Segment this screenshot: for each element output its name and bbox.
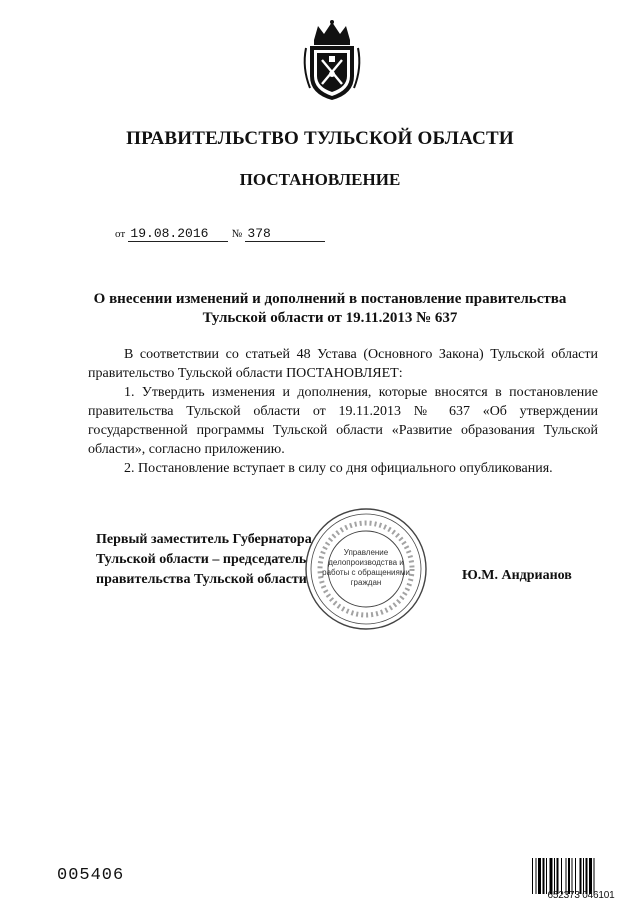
body-paragraph-1: В соответствии со статьей 48 Устава (Основного Закона) Тульской области правительство Тульской области ПОСТАНОВЛЯЕТ: — [88, 347, 598, 381]
document-date: 19.08.2016 — [128, 227, 228, 242]
document-body — [88, 345, 598, 478]
body-paragraph-2: 1. Утвердить изменения и дополнения, которые вносятся в постановление правительства Тульской области от 19.11.2013 № 637 «Об утверждении государственной программы Тульской области «Развитие образования Тульской области», согласно приложению. — [88, 385, 598, 457]
tula-coat-of-arms-emblem — [300, 18, 364, 102]
document-number: 378 — [245, 227, 325, 242]
signer-position — [96, 530, 312, 590]
signer-name: Ю.М. Андрианов — [462, 568, 572, 583]
number-prefix: № — [231, 228, 243, 240]
barcode — [532, 858, 630, 894]
signer-position-line-1: Первый заместитель Губернатора — [96, 532, 312, 547]
reference-line — [115, 225, 325, 242]
barcode-number: 652373 046101 — [547, 890, 615, 901]
date-prefix: от — [115, 228, 126, 240]
subject-line-2: Тульской области от 19.11.2013 № 637 — [202, 310, 458, 326]
serial-number: 005406 — [57, 866, 125, 885]
body-paragraph-3: 2. Постановление вступает в силу со дня официального опубликования. — [124, 461, 553, 476]
document-type-title: ПОСТАНОВЛЕНИЕ — [239, 170, 401, 189]
subject-line-1: О внесении изменений и дополнений в постановление правительства — [93, 291, 567, 307]
organization-title: ПРАВИТЕЛЬСТВО ТУЛЬСКОЙ ОБЛАСТИ — [126, 128, 514, 149]
stamp-inner-text: Управление делопроизводства и работы с обращениями граждан — [322, 548, 410, 587]
signer-position-line-2: Тульской области – председатель — [96, 552, 307, 567]
signer-position-line-3: правительства Тульской области — [96, 572, 307, 587]
document-subject — [90, 290, 570, 328]
